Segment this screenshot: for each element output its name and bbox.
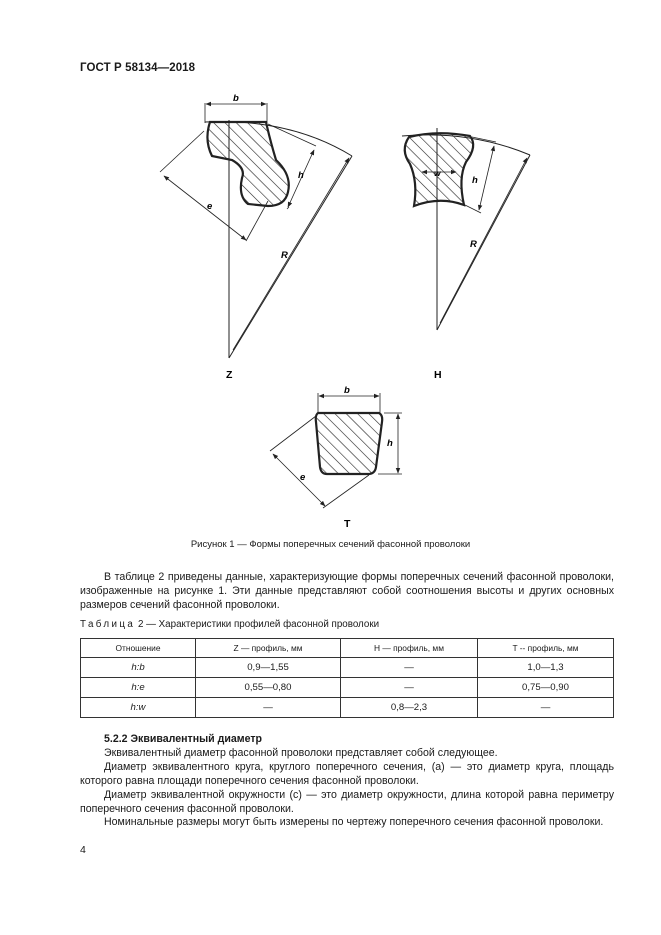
section-equivalent-diameter [80, 733, 614, 830]
section-line: Диаметр эквивалентной окружности (c) — это диаметр окружности, длина которой равна периметру поперечного сечения фасонной проволоки. [80, 788, 614, 815]
z-dim-h: h [298, 170, 304, 181]
paragraph-table-intro [80, 570, 614, 613]
profiles-table [80, 638, 614, 718]
z-profile-drawing [160, 103, 352, 358]
z-dim-e: e [207, 201, 213, 212]
table-cell: — [196, 698, 341, 718]
table-cell: 1,0—1,3 [478, 658, 614, 678]
table-header-cell: H — профиль, мм [341, 639, 478, 658]
z-section-shape [207, 122, 288, 206]
table-row [81, 678, 614, 698]
table-caption [80, 619, 379, 630]
h-dim-w: w [434, 168, 441, 178]
table-row [81, 658, 614, 678]
z-profile-label: Z [226, 369, 233, 381]
h-profile-drawing [402, 128, 530, 330]
table-cell: 0,55—0,80 [196, 678, 341, 698]
table-cell: h:b [81, 658, 196, 678]
t-dim-b: b [344, 385, 350, 396]
t-dim-e: e [300, 472, 306, 483]
z-dim-r: R [281, 250, 288, 261]
section-line: Диаметр эквивалентного круга, круглого поперечного сечения, (a) — это диаметр круга, площадь которого равна площади поперечного сечения фасонной проволоки. [80, 760, 614, 787]
table-cell: 0,75—0,90 [478, 678, 614, 698]
table-caption-text: 2 — Характеристики профилей фасонной проволоки [137, 619, 380, 630]
t-profile-label: T [344, 518, 351, 530]
h-dim-r: R [470, 239, 477, 250]
table-cell: 0,8—2,3 [341, 698, 478, 718]
section-line: Эквивалентный диаметр фасонной проволоки представляет собой следующее. [104, 746, 498, 759]
section-title [80, 733, 614, 747]
table-header-cell: Отношение [81, 639, 196, 658]
table-cell: h:e [81, 678, 196, 698]
section-line: Номинальные размеры могут быть измерены по чертежу поперечного сечения фасонной проволоки. [104, 816, 604, 829]
document-header: ГОСТ Р 58134—2018 [80, 62, 196, 74]
page-number: 4 [80, 844, 86, 856]
table-cell: — [341, 658, 478, 678]
section-title-text: 5.2.2 Эквивалентный диаметр [104, 733, 262, 745]
table-header-cell: Z — профиль, мм [196, 639, 341, 658]
h-dim-h: h [472, 175, 478, 186]
table-row [81, 698, 614, 718]
z-dim-b: b [233, 93, 239, 104]
t-dim-h: h [387, 438, 393, 449]
table-header-cell: T -- профиль, мм [478, 639, 614, 658]
figure-caption: Рисунок 1 — Формы поперечных сечений фасонной проволоки [190, 539, 471, 550]
table-cell: — [478, 698, 614, 718]
table-cell: — [341, 678, 478, 698]
t-section-shape [316, 413, 382, 474]
h-profile-label: H [434, 369, 442, 381]
table-header-row [81, 639, 614, 658]
table-cell: 0,9—1,55 [196, 658, 341, 678]
table-caption-prefix: Таблица [80, 619, 136, 630]
paragraph-text: В таблице 2 приведены данные, характеризующие формы поперечных сечений фасонной проволоки, изображенные на рисунке 1. Эти данные представляют собой соотношения высоты и других основных размеров сечений фасонной проволоки. [80, 571, 614, 612]
t-profile-drawing [270, 393, 402, 508]
table-cell: h:w [81, 698, 196, 718]
